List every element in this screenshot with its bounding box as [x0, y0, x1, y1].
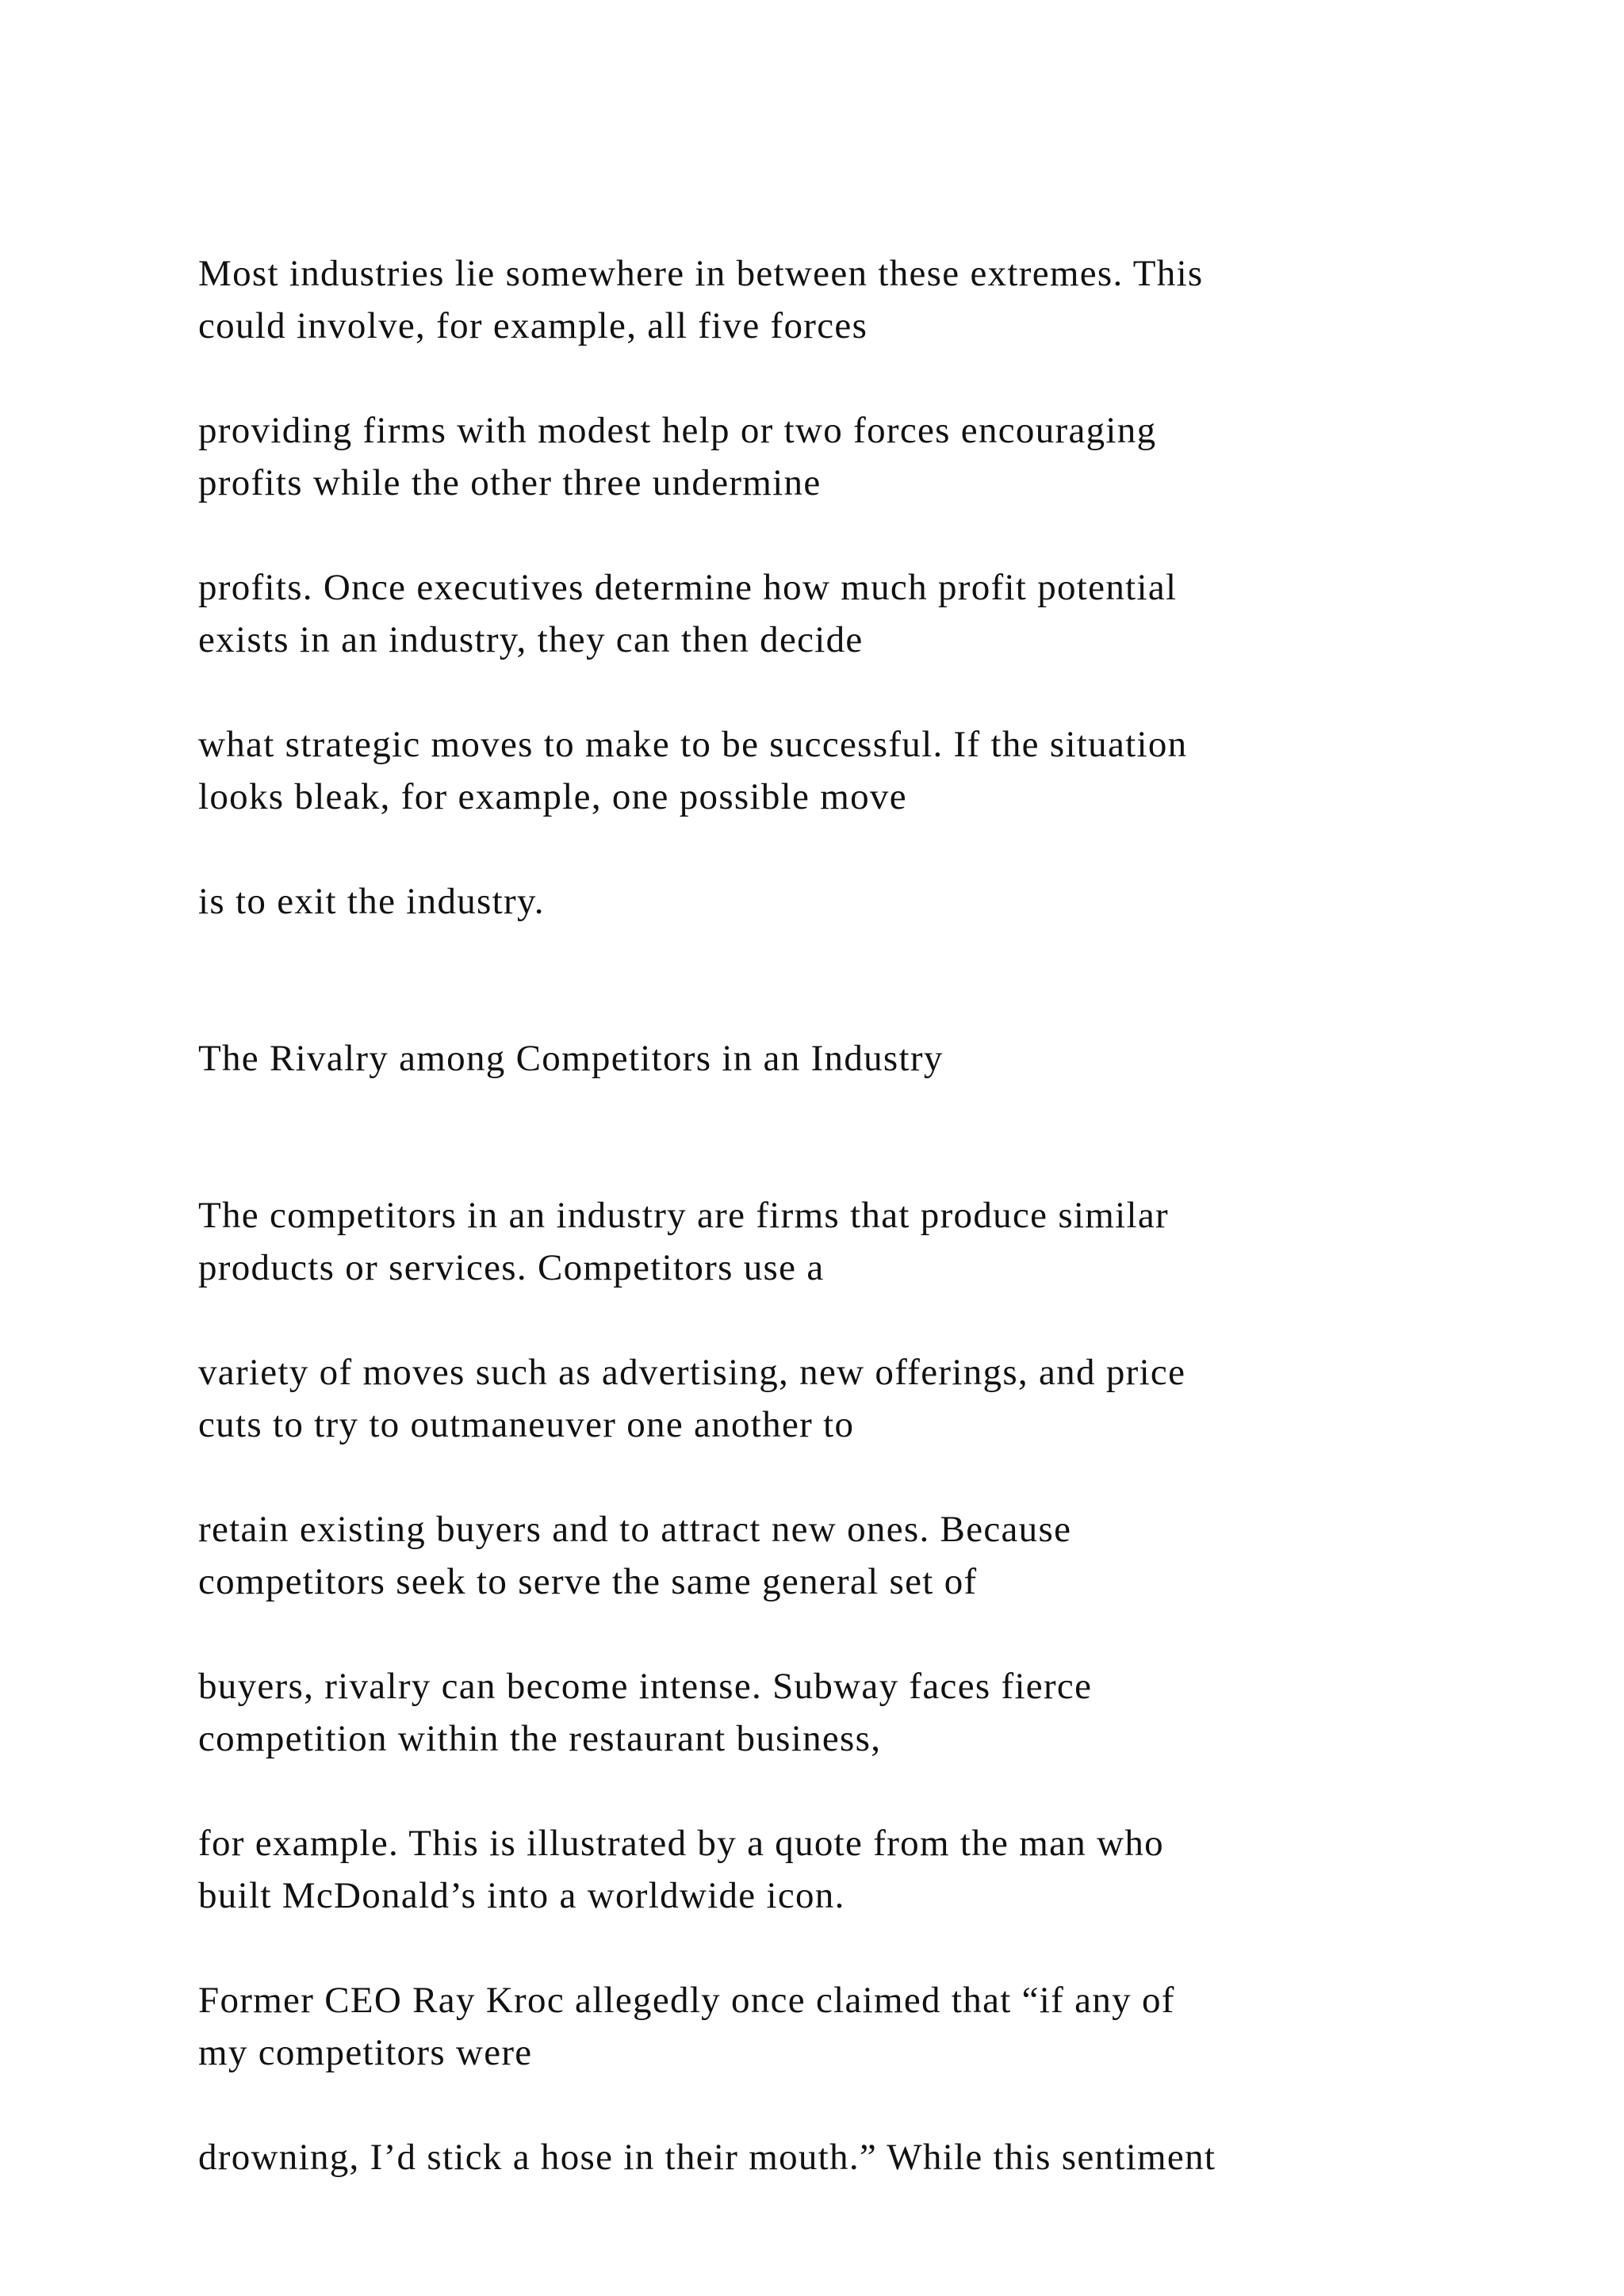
text-line: what strategic moves to make to be successful. If the situation	[198, 724, 1188, 765]
paragraph	[198, 2131, 1435, 2288]
paragraph	[198, 404, 1435, 561]
text-line: Most industries lie somewhere in between these extremes. This	[198, 253, 1204, 294]
paragraph	[198, 875, 1435, 1032]
paragraph	[198, 1189, 1435, 1346]
paragraph	[198, 1503, 1435, 1660]
paragraph	[198, 1974, 1435, 2131]
text-line: variety of moves such as advertising, new offerings, and price	[198, 1352, 1186, 1393]
paragraph	[198, 1817, 1435, 1974]
text-line: cuts to try to outmaneuver one another to	[198, 1404, 855, 1445]
text-line: retain existing buyers and to attract new ones. Because	[198, 1509, 1072, 1550]
text-line: Former CEO Ray Kroc allegedly once claimed that “if any of	[198, 1980, 1175, 2021]
text-line: buyers, rivalry can become intense. Subway faces fierce	[198, 1666, 1093, 1707]
paragraph	[198, 247, 1435, 404]
text-line: drowning, I’d stick a hose in their mouth.” While this sentiment	[198, 2137, 1216, 2178]
text-line: exists in an industry, they can then decide	[198, 619, 864, 660]
document-body	[198, 247, 1435, 2288]
text-line: competition within the restaurant business,	[198, 1718, 882, 1759]
paragraph	[198, 561, 1435, 718]
text-line: profits. Once executives determine how much profit potential	[198, 567, 1178, 608]
paragraph	[198, 1346, 1435, 1503]
text-line: The Rivalry among Competitors in an Industry	[198, 1038, 944, 1079]
text-line: looks bleak, for example, one possible move	[198, 776, 907, 817]
text-line: my competitors were	[198, 2032, 533, 2073]
text-line: for example. This is illustrated by a quote from the man who	[198, 1823, 1164, 1864]
text-line: profits while the other three undermine	[198, 462, 822, 503]
text-line: could involve, for example, all five forces	[198, 305, 868, 346]
paragraph	[198, 1660, 1435, 1817]
text-line: is to exit the industry.	[198, 881, 545, 922]
text-line: competitors seek to serve the same general set of	[198, 1561, 978, 1602]
text-line: providing firms with modest help or two forces encouraging	[198, 410, 1157, 451]
paragraph	[198, 718, 1435, 875]
section-heading	[198, 1032, 1435, 1189]
text-line: The competitors in an industry are firms that produce similar	[198, 1195, 1169, 1236]
text-line: built McDonald’s into a worldwide icon.	[198, 1875, 845, 1916]
text-line: products or services. Competitors use a	[198, 1247, 825, 1288]
